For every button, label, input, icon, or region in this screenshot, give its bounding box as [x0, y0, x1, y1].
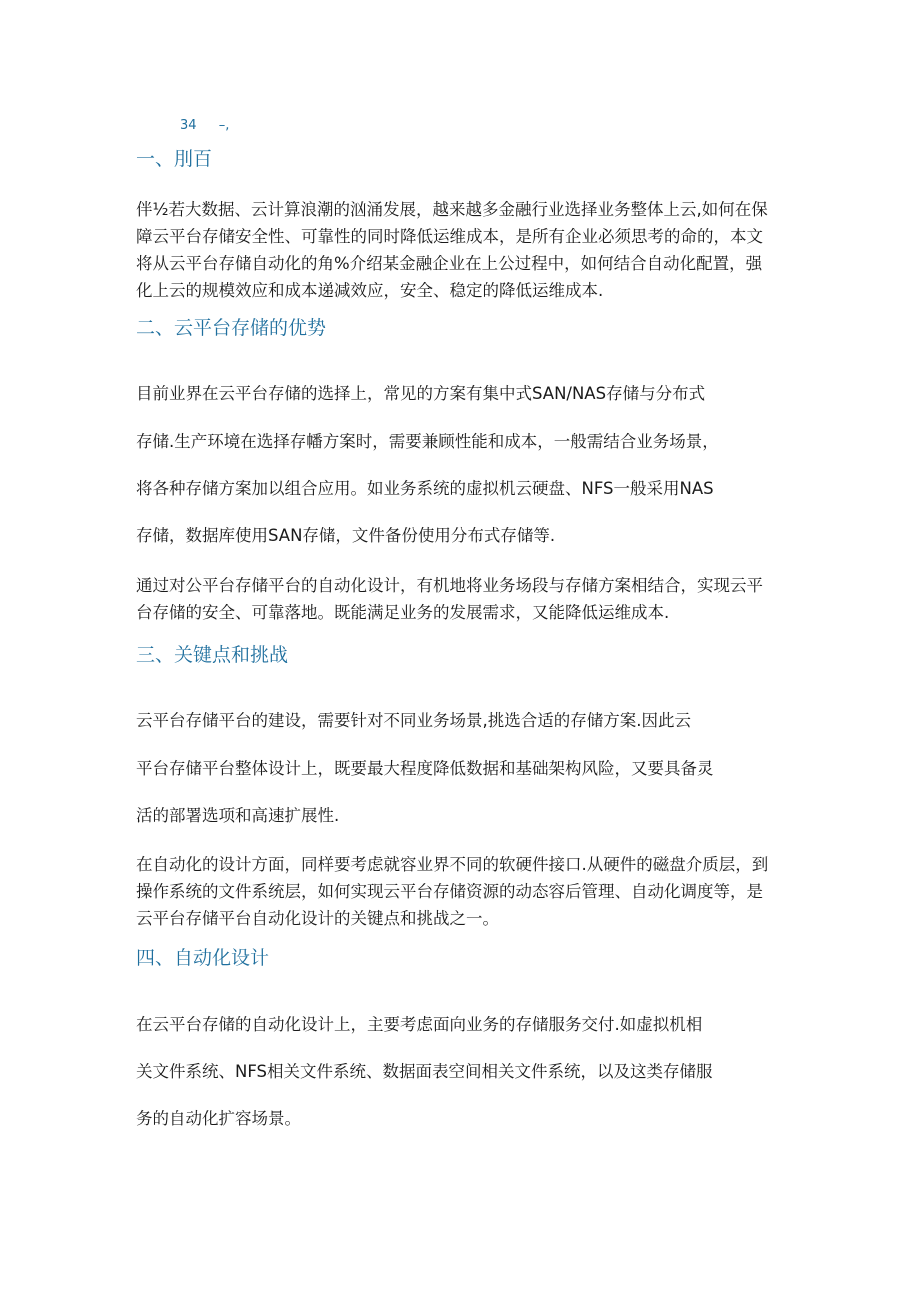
- paragraph-line: 通过对公平台存储平台的自动化设计，有机地将业务场段与存储方案相结合，实现云平: [136, 576, 763, 595]
- spaced-line: 云平台存储平台的建设，需要针对不同业务场景,挑选合适的存储方案.因此云: [136, 711, 691, 730]
- spaced-line: 将各种存储方案加以组合应用。如业务系统的虚拟机云硬盘、NFS一般采用NAS: [136, 479, 714, 498]
- paragraph-line: 在自动化的设计方面，同样要考虑就容业界不同的软硬件接口.从硬件的磁盘介质层，到: [136, 855, 769, 874]
- paragraph-line: 将从云平台存储自动化的角%介绍某金融企业在上公过程中，如何结合自动化配置，强: [136, 254, 763, 273]
- spaced-line: 目前业界在云平台存储的选择上，常见的方案有集中式SAN/NAS存储与分布式: [136, 384, 706, 403]
- spaced-line: 存储，数据库使用SAN存储，文件备份使用分布式存储等.: [136, 526, 556, 545]
- header-meta-mark: –,: [218, 118, 230, 133]
- section-3-paragraph: [136, 851, 786, 932]
- paragraph-line: 伴½若大数据、云计算浪潮的汹涌发展，越来越多金融行业选择业务整体上云,如何在保: [136, 200, 768, 219]
- paragraph-line: 云平台存储平台自动化设计的关键点和挑战之一。: [136, 909, 499, 928]
- section-heading-4: 四、自动化设计: [136, 947, 270, 969]
- section-1-paragraph: [136, 196, 786, 304]
- section-heading-2: 二、云平台存储的优势: [136, 317, 327, 339]
- header-meta-number: 34: [180, 118, 197, 133]
- paragraph-line: 操作系统的文件系统层，如何实现云平台存储资源的动态容后管理、自动化调度等，是: [136, 882, 763, 901]
- section-heading-1: 一、刖百: [136, 148, 213, 170]
- header-meta: [180, 118, 247, 133]
- spaced-line: 务的自动化扩容场景。: [136, 1109, 301, 1128]
- spaced-line: 活的部署选项和高速扩展性.: [136, 806, 340, 825]
- paragraph-line: 化上云的规模效应和成本递减效应，安全、稳定的降低运维成本.: [136, 281, 604, 300]
- section-2-paragraph: [136, 572, 786, 626]
- paragraph-line: 台存储的安全、可靠落地。既能满足业务的发展需求，又能降低运维成本.: [136, 603, 670, 622]
- spaced-line: 存储.生产环境在选择存幡方案时，需要兼顾性能和成本，一般需结合业务场景，: [136, 432, 719, 451]
- spaced-line: 在云平台存储的自动化设计上，主要考虑面向业务的存储服务交付.如虚拟机相: [136, 1015, 703, 1034]
- spaced-line: 关文件系统、NFS相关文件系统、数据面表空间相关文件系统，以及这类存储服: [136, 1062, 713, 1081]
- spaced-line: 平台存储平台整体设计上，既要最大程度降低数据和基础架构风险，又要具备灵: [136, 759, 714, 778]
- paragraph-line: 障云平台存储安全性、可靠性的同时降低运维成本，是所有企业必须思考的命的，本文: [136, 227, 763, 246]
- section-heading-3: 三、关键点和挑战: [136, 644, 289, 666]
